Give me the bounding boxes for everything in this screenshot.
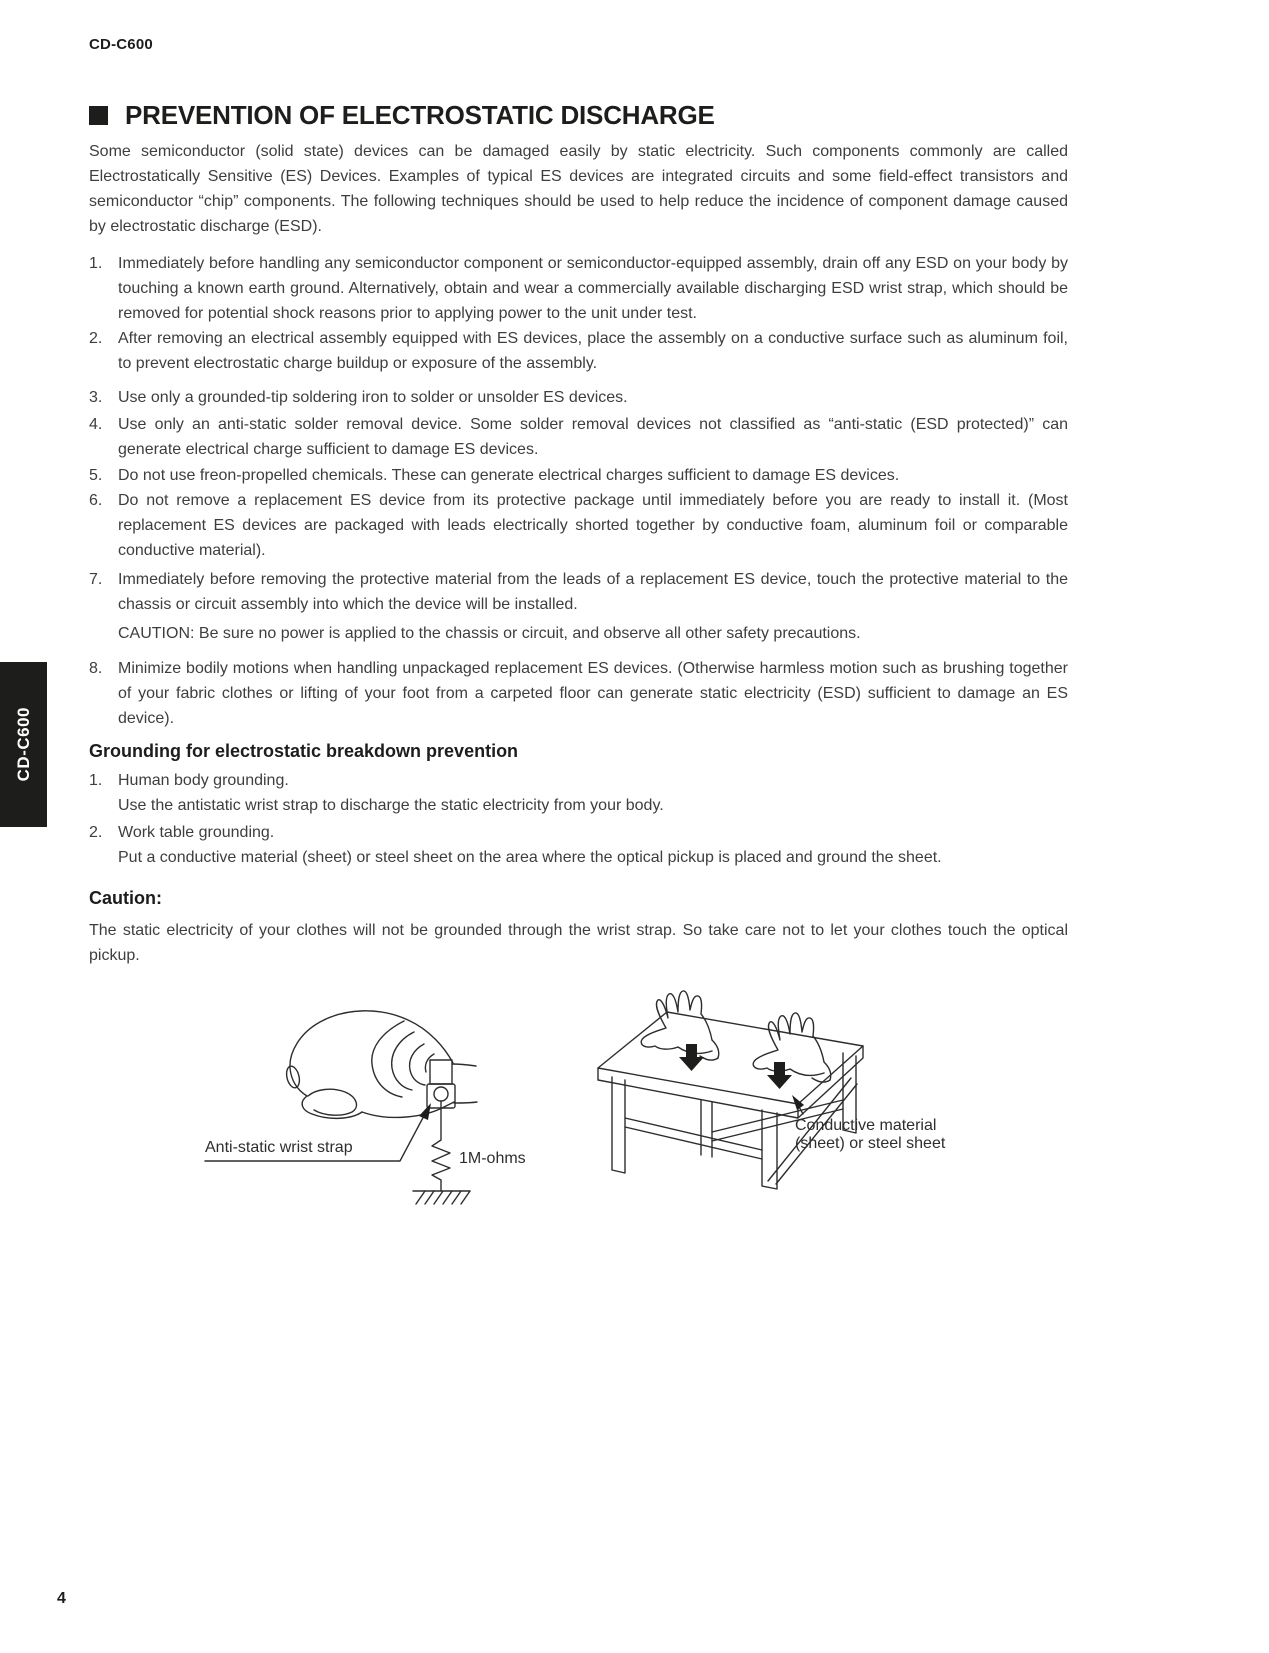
section-title-row bbox=[89, 100, 715, 131]
resistor-symbol bbox=[432, 1108, 450, 1191]
list-item bbox=[89, 488, 1068, 563]
hands-on-table-drawing bbox=[641, 991, 831, 1082]
list-item-text: Use only a grounded-tip soldering iron to solder or unsolder ES devices. bbox=[118, 389, 628, 406]
list-item-number: 4. bbox=[89, 416, 103, 433]
list-item-number: 2. bbox=[89, 330, 103, 347]
flat-hand-drawing bbox=[641, 991, 719, 1060]
leader-arrowhead-icon bbox=[792, 1095, 804, 1110]
page-header-model: CD-C600 bbox=[89, 36, 153, 53]
grounding-item-body: Put a conductive material (sheet) or steel sheet on the area where the optical pickup is placed and ground the sheet. bbox=[118, 849, 942, 866]
list-item-text: Do not remove a replacement ES device from its protective package until immediately before you are ready to install it. (Most replacement ES devices are packaged with leads electrically shorted together by conductive foam, aluminum foil or comparable conductive material). bbox=[118, 492, 1068, 559]
intro-paragraph: Some semiconductor (solid state) devices can be damaged easily by static electricity. Such components commonly are called Electrostatically Sensitive (ES) Devices. Examples of typical ES devices are integrated circuits and some field-effect transistors and semiconductor “chip” components. The following techniques should be used to help reduce the incidence of component damage caused by electrostatic discharge (ESD). bbox=[89, 143, 1068, 235]
list-item bbox=[89, 567, 1068, 646]
list-item bbox=[89, 326, 1068, 376]
resistor-value-label: 1M-ohms bbox=[459, 1150, 526, 1167]
list-item-number: 3. bbox=[89, 389, 103, 406]
page-number: 4 bbox=[57, 1590, 66, 1607]
list-item-text-main: Immediately before removing the protective material from the leads of a replacement ES device, touch the protective material to the chassis or circuit assembly into which the device will be installed. bbox=[118, 571, 1068, 613]
model-sidebar-tab bbox=[0, 662, 47, 827]
wrist-strap-drawing bbox=[427, 1060, 455, 1108]
grounding-item-title: Human body grounding. bbox=[118, 772, 289, 789]
list-item bbox=[89, 463, 1068, 488]
leader-arrowhead-icon bbox=[419, 1103, 431, 1120]
section-marker-square-icon bbox=[89, 106, 108, 125]
grounding-heading: Grounding for electrostatic breakdown prevention bbox=[89, 741, 519, 761]
conductive-sheet-label-line1: Conductive material bbox=[795, 1117, 937, 1134]
body-text-column bbox=[89, 139, 1068, 968]
down-arrow-icon bbox=[767, 1062, 792, 1089]
list-item-number: 5. bbox=[89, 467, 103, 484]
conductive-sheet-label-line2: (sheet) or steel sheet bbox=[795, 1135, 946, 1152]
work-table-drawing bbox=[598, 1012, 863, 1189]
earth-ground-symbol bbox=[413, 1191, 470, 1204]
list-item-number: 8. bbox=[89, 660, 103, 677]
esd-grounding-figure bbox=[180, 980, 1020, 1215]
fist-hand-drawing bbox=[285, 1011, 477, 1119]
list-item bbox=[89, 412, 1068, 462]
list-item-text bbox=[118, 567, 1068, 646]
list-item bbox=[89, 251, 1068, 326]
list-item-number: 1. bbox=[89, 772, 103, 789]
caution-paragraph: The static electricity of your clothes will not be grounded through the wrist strap. So take care not to let your clothes touch the optical pickup. bbox=[89, 922, 1068, 964]
list-item-text: Do not use freon-propelled chemicals. These can generate electrical charges sufficient to damage ES devices. bbox=[118, 467, 900, 484]
grounding-item-text bbox=[118, 820, 1068, 870]
list-item bbox=[89, 385, 1068, 410]
section-title: PREVENTION OF ELECTROSTATIC DISCHARGE bbox=[125, 100, 715, 130]
list-item-text: After removing an electrical assembly equipped with ES devices, place the assembly on a conductive surface such as aluminum foil, to prevent electrostatic charge buildup or exposure of the assembly. bbox=[118, 330, 1068, 372]
list-item bbox=[89, 656, 1068, 731]
list-item-number: 1. bbox=[89, 255, 103, 272]
grounding-item-title: Work table grounding. bbox=[118, 824, 275, 841]
list-item-number: 6. bbox=[89, 492, 103, 509]
grounding-item-body: Use the antistatic wrist strap to discharge the static electricity from your body. bbox=[118, 797, 664, 814]
list-item-number: 7. bbox=[89, 571, 103, 588]
list-item-number: 2. bbox=[89, 824, 103, 841]
model-sidebar-tab-label: CD-C600 bbox=[13, 707, 33, 782]
down-arrow-icon bbox=[679, 1044, 704, 1071]
list-item-text: Use only an anti-static solder removal device. Some solder removal devices not classified as “anti-static (ESD protected)” can generate electrical charge sufficient to damage ES devices. bbox=[118, 416, 1068, 458]
grounding-list-item bbox=[89, 820, 1068, 870]
grounding-item-text bbox=[118, 768, 1068, 818]
list-item-caution-note: CAUTION: Be sure no power is applied to the chassis or circuit, and observe all other safety precautions. bbox=[118, 625, 861, 642]
grounding-list-item bbox=[89, 768, 1068, 818]
wrist-strap-label: Anti-static wrist strap bbox=[205, 1139, 353, 1156]
caution-heading: Caution: bbox=[89, 888, 162, 908]
list-item-text: Minimize bodily motions when handling unpackaged replacement ES devices. (Otherwise harmless motion such as brushing together of your fabric clothes or lifting of your foot from a carpeted floor can generate static electricity (ESD) sufficient to damage an ES device). bbox=[118, 660, 1068, 727]
list-item-text: Immediately before handling any semiconductor component or semiconductor-equipped assembly, drain off any ESD on your body by touching a known earth ground. Alternatively, obtain and wear a commercially available discharging ESD wrist strap, which should be removed for potential shock reasons prior to applying power to the unit under test. bbox=[118, 255, 1068, 322]
